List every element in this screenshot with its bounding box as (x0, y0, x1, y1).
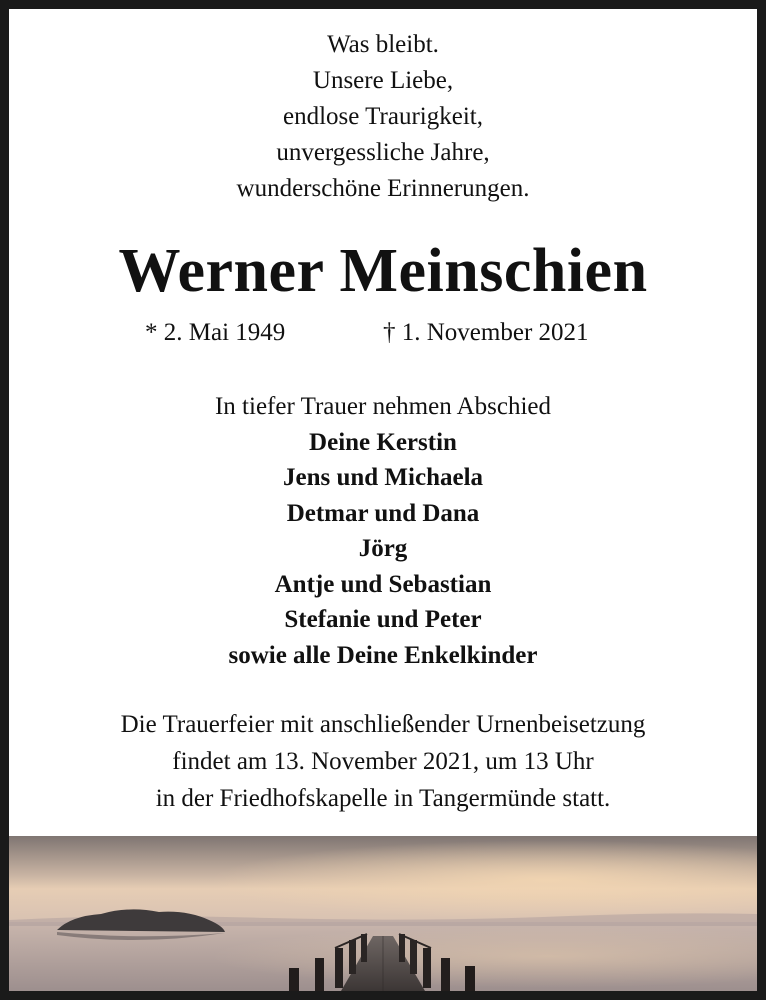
service-line: findet am 13. November 2021, um 13 Uhr (172, 748, 594, 775)
poem-line: Was bleibt. (327, 31, 439, 58)
deceased-name: Werner Meinschien (118, 237, 648, 305)
service-line: Die Trauerfeier mit anschließender Urnenbeisetzung (120, 711, 646, 738)
mourners-list (9, 389, 757, 673)
poem-line: endlose Traurigkeit, (283, 103, 483, 130)
mourner-name: Deine Kerstin (309, 428, 457, 456)
poem-line: wunderschöne Erinnerungen. (236, 175, 530, 202)
poem-line: Unsere Liebe, (312, 67, 454, 94)
life-dates (9, 315, 757, 351)
mourner-name: Stefanie und Peter (284, 606, 482, 633)
mourner-name: Jörg (358, 535, 408, 562)
memorial-poem (9, 27, 757, 207)
service-line: in der Friedhofskapelle in Tangermünde statt. (155, 785, 611, 812)
mourner-name: Jens und Michaela (282, 464, 484, 491)
mourner-name: sowie alle Deine Enkelkinder (228, 641, 538, 669)
mourner-name: Antje und Sebastian (274, 570, 492, 598)
poem-line: unvergessliche Jahre, (276, 139, 490, 166)
death-date: † 1. November 2021 (383, 319, 589, 346)
mourner-name: Detmar und Dana (286, 499, 480, 527)
lake-pier-photo (9, 836, 757, 991)
mourners-intro: In tiefer Trauer nehmen Abschied (214, 393, 552, 420)
funeral-service-info (9, 706, 757, 817)
birth-date: * 2. Mai 1949 (145, 319, 286, 346)
obituary-notice (9, 9, 757, 991)
